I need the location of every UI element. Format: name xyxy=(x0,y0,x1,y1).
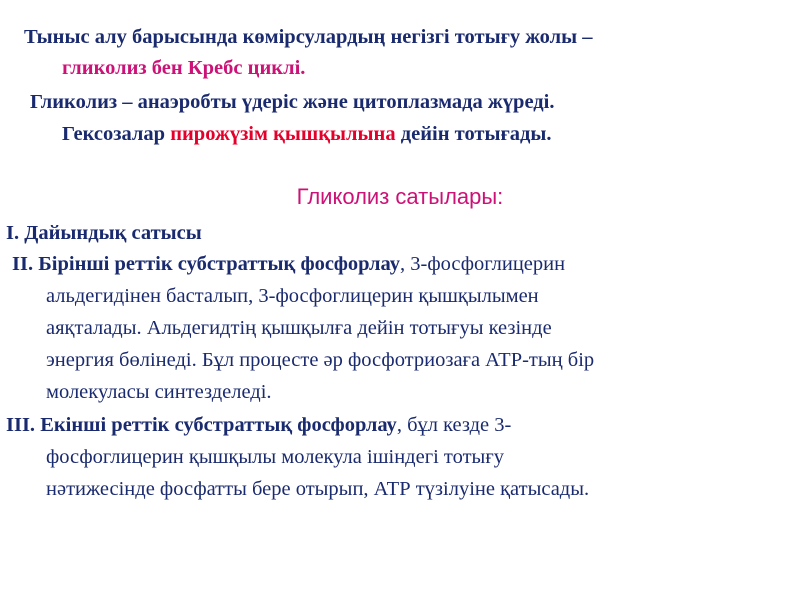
stage-1: I. Дайындық сатысы xyxy=(6,222,202,244)
intro-line-4 xyxy=(62,122,552,147)
stage-2-line-3: аяқталады. Альдегидтің қышқылға дейін тотығуы кезінде xyxy=(46,317,552,339)
pyruvic-acid-term: пирожүзім қышқылына xyxy=(170,123,396,145)
intro-line-3: Гликолиз – анаэробты үдеріс және цитоплазмада жүреді. xyxy=(30,91,555,113)
intro-line-1: Тыныс алу барысында көмірсулардың негізгі тотығу жолы – xyxy=(24,26,593,48)
stage-2-line-4: энергия бөлінеді. Бұл процесте әр фосфотриозаға АТР-тың бір xyxy=(46,349,595,371)
stage-2-rest: , 3-фосфоглицерин xyxy=(400,253,566,275)
stages-heading: Гликолиз сатылары: xyxy=(296,184,504,209)
stage-3-title: Екінші реттік субстраттық фосфорлау xyxy=(40,414,397,436)
stage-3-line-1 xyxy=(6,413,511,438)
intro-line-2: гликолиз бен Кребс циклі. xyxy=(62,57,306,79)
intro-line-4-start: Гексозалар xyxy=(62,123,171,145)
intro-line-4-end: дейін тотығады. xyxy=(395,123,552,145)
stage-2-number: II. xyxy=(12,253,34,275)
stage-2-title: Бірінші реттік субстраттық фосфорлау xyxy=(38,253,401,275)
stage-3-line-3: нәтижесінде фосфатты бере отырып, АТР түзілуіне қатысады. xyxy=(46,478,590,500)
stage-2-line-1 xyxy=(12,252,565,277)
stage-3-rest: , бұл кезде 3- xyxy=(396,414,512,436)
stage-3-line-2: фосфоглицерин қышқылы молекула ішіндегі тотығу xyxy=(46,446,504,468)
stage-3-number: III. xyxy=(6,414,36,436)
stage-2-line-2: альдегидінен басталып, 3-фосфоглицерин қышқылымен xyxy=(46,285,539,307)
stage-2-line-5: молекуласы синтезделеді. xyxy=(46,381,272,403)
